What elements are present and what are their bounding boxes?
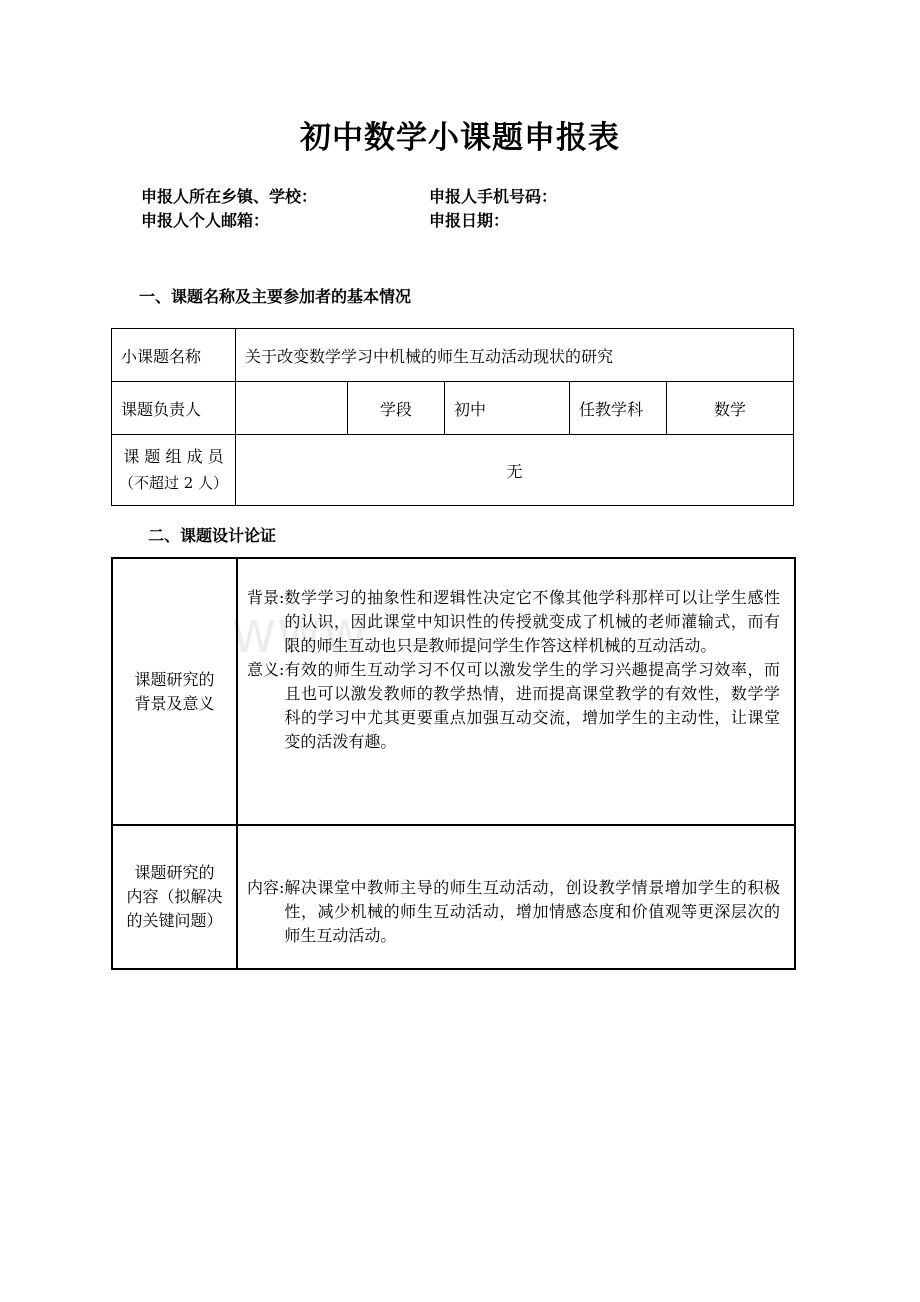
content-label-line1: 课题研究的 bbox=[134, 863, 215, 882]
section1-heading: 一、课题名称及主要参加者的基本情况 bbox=[139, 287, 412, 306]
subject-label: 任教学科 bbox=[570, 382, 667, 435]
content-label-line2: 内容（拟解决 bbox=[126, 887, 223, 906]
meaning-key: 意义: bbox=[247, 660, 285, 679]
members-label: 课 题 组 成 员 bbox=[123, 447, 224, 466]
background-content-cell bbox=[237, 558, 795, 825]
leader-value bbox=[236, 382, 348, 435]
background-key: 背景: bbox=[247, 588, 285, 607]
watermark: WWW... bbox=[232, 612, 412, 663]
background-text: 数学学习的抽象性和逻辑性决定它不像其他学科那样可以让学生感性的认识，因此课堂中知识性的传授就变成了机械的老师灌输式，而有限的师生互动也只是教师提问学生作答这样机械的互动活动。 bbox=[284, 588, 780, 655]
content-row bbox=[112, 825, 795, 969]
content-label-line3: 的关键问题） bbox=[126, 911, 223, 930]
leader-row bbox=[112, 382, 794, 435]
design-table bbox=[111, 557, 796, 970]
page-title: 初中数学小课题申报表 bbox=[300, 120, 620, 156]
email-label: 申报人个人邮箱： bbox=[141, 211, 270, 230]
background-paragraph bbox=[247, 586, 780, 658]
date-label: 申报日期： bbox=[429, 211, 510, 230]
members-note: （不超过 2 人） bbox=[118, 474, 229, 492]
topic-value: 关于改变数学学习中机械的师生互动活动现状的研究 bbox=[236, 329, 794, 382]
background-row bbox=[112, 558, 795, 825]
meaning-text: 有效的师生互动学习不仅可以激发学生的学习兴趣提高学习效率，而且也可以激发教师的教学热情，进而提高课堂教学的有效性，数学学科的学习中尤其更要重点加强互动交流，增加学生的主动性，让课堂变的活泼有趣。 bbox=[284, 660, 780, 751]
background-label-cell bbox=[112, 558, 237, 825]
background-label-line2: 背景及意义 bbox=[134, 693, 215, 713]
stage-value: 初中 bbox=[445, 382, 570, 435]
topic-row bbox=[112, 329, 794, 382]
content-paragraph bbox=[247, 876, 780, 948]
phone-label: 申报人手机号码： bbox=[429, 187, 558, 206]
members-row bbox=[112, 435, 794, 506]
school-label: 申报人所在乡镇、学校： bbox=[141, 187, 318, 206]
content-key: 内容: bbox=[247, 878, 285, 897]
content-content-cell bbox=[237, 825, 795, 969]
leader-label: 课题负责人 bbox=[112, 382, 236, 435]
stage-label: 学段 bbox=[348, 382, 445, 435]
content-label-cell bbox=[112, 825, 237, 969]
topic-label: 小课题名称 bbox=[112, 329, 236, 382]
members-label-cell bbox=[112, 435, 236, 506]
meaning-paragraph bbox=[247, 658, 780, 754]
subject-value: 数学 bbox=[667, 382, 794, 435]
members-value: 无 bbox=[236, 435, 794, 506]
background-label-line1: 课题研究的 bbox=[134, 669, 215, 689]
section2-heading: 二、课题设计论证 bbox=[148, 526, 277, 545]
basic-info-table bbox=[111, 328, 794, 506]
content-text: 解决课堂中教师主导的师生互动活动，创设教学情景增加学生的积极性，减少机械的师生互动活动，增加情感态度和价值观等更深层次的师生互动活动。 bbox=[284, 878, 780, 945]
